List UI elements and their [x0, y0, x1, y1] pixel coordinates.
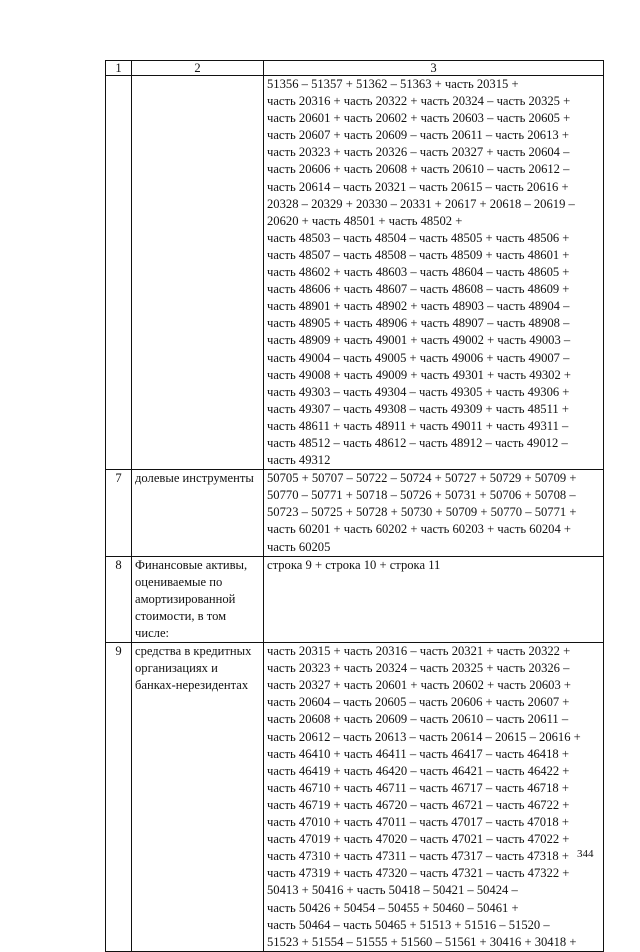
- formula-line: часть 20614 – часть 20321 – часть 20615 – часть 20616 +: [267, 179, 569, 194]
- page-number: 344: [577, 848, 594, 860]
- table-row: [106, 470, 604, 556]
- formula-line: 50705 + 50707 – 50722 – 50724 + 50727 + 50729 + 50709 +: [267, 471, 577, 486]
- header-cell-2: 2: [132, 61, 264, 76]
- formula-line: часть 47319 + часть 47320 – часть 47321 – часть 47322 +: [267, 866, 570, 881]
- indicator-name-line: Финансовые активы,: [135, 557, 248, 572]
- formula-line: часть 48905 + часть 48906 + часть 48907 – часть 48908 –: [267, 316, 570, 331]
- formula-line: часть 49312: [267, 453, 331, 468]
- formula-line: часть 46710 + часть 46711 – часть 46717 – часть 46718 +: [267, 780, 569, 795]
- formula-line: 20620 + часть 48501 + часть 48502 +: [267, 213, 463, 228]
- formula-line: часть 48611 + часть 48911 + часть 49011 + часть 49311 –: [267, 418, 569, 433]
- formula-line: часть 48503 – часть 48504 – часть 48505 + часть 48506 +: [267, 230, 570, 245]
- formula-line: часть 48507 – часть 48508 – часть 48509 + часть 48601 +: [267, 247, 570, 262]
- row-number-cell: 9: [106, 643, 132, 952]
- formula-line: часть 60205: [267, 539, 331, 554]
- formula-line: часть 46719 + часть 46720 – часть 46721 – часть 46722 +: [267, 797, 570, 812]
- row-number-cell: 8: [106, 556, 132, 642]
- table-row: [106, 76, 604, 470]
- formula-line: часть 48901 + часть 48902 + часть 48903 – часть 48904 –: [267, 299, 570, 314]
- header-cell-3: 3: [264, 61, 604, 76]
- indicator-name-line: числе:: [135, 626, 170, 640]
- formula-cell: [264, 556, 604, 642]
- indicator-name-line: средства в кредитных: [135, 644, 252, 659]
- formula-line: часть 49307 – часть 49308 – часть 49309 + часть 48511 +: [267, 401, 569, 416]
- formula-line: часть 50426 + 50454 – 50455 + 50460 – 50461 +: [267, 900, 519, 915]
- formula-line: часть 20612 – часть 20613 – часть 20614 – 20615 – 20616 +: [267, 729, 581, 744]
- formula-line: часть 49008 + часть 49009 + часть 49301 + часть 49302 +: [267, 367, 572, 382]
- formula-line: часть 49303 – часть 49304 – часть 49305 + часть 49306 +: [267, 384, 570, 399]
- formula-line: часть 20315 + часть 20316 – часть 20321 + часть 20322 +: [267, 644, 571, 659]
- formula-line: часть 48512 – часть 48612 – часть 48912 – часть 49012 –: [267, 435, 568, 450]
- formula-line: 50723 – 50725 + 50728 + 50730 + 50709 + 50770 – 50771 +: [267, 505, 577, 520]
- document-table: [105, 60, 604, 952]
- table-header-row: [106, 61, 604, 76]
- row-number-cell: [106, 76, 132, 470]
- indicator-name-cell: [132, 470, 264, 556]
- formula-line: часть 20323 + часть 20326 – часть 20327 + часть 20604 –: [267, 145, 570, 160]
- formula-line: 51523 + 51554 – 51555 + 51560 – 51561 + 30416 + 30418 +: [267, 934, 577, 949]
- formula-line: 51356 – 51357 + 51362 – 51363 + часть 20315 +: [267, 77, 519, 91]
- indicator-name-line: амортизированной: [135, 591, 236, 606]
- row-number-cell: 7: [106, 470, 132, 556]
- indicator-name-line: организациях и: [135, 661, 218, 676]
- indicator-name-line: долевые инструменты: [135, 471, 254, 486]
- formula-line: часть 20316 + часть 20322 + часть 20324 – часть 20325 +: [267, 94, 571, 109]
- indicator-name-line: стоимости, в том: [135, 608, 227, 623]
- formula-line: часть 46410 + часть 46411 – часть 46417 – часть 46418 +: [267, 746, 569, 761]
- formula-line: часть 48602 + часть 48603 – часть 48604 – часть 48605 +: [267, 265, 570, 280]
- formula-line: часть 48606 + часть 48607 – часть 48608 – часть 48609 +: [267, 282, 570, 297]
- formula-line: 20328 – 20329 + 20330 – 20331 + 20617 + 20618 – 20619 –: [267, 196, 575, 211]
- formula-line: часть 46419 + часть 46420 – часть 46421 – часть 46422 +: [267, 763, 570, 778]
- formula-line: 50770 – 50771 + 50718 – 50726 + 50731 + 50706 + 50708 –: [267, 488, 576, 503]
- header-cell-1: 1: [106, 61, 132, 76]
- indicator-name-line: оцениваемые по: [135, 574, 223, 589]
- formula-line: часть 20606 + часть 20608 + часть 20610 – часть 20612 –: [267, 162, 570, 177]
- formula-line: часть 47010 + часть 47011 – часть 47017 – часть 47018 +: [267, 815, 569, 830]
- indicator-name-line: банках-нерезидентах: [135, 678, 249, 693]
- table-row: [106, 556, 604, 642]
- formula-line: 50413 + 50416 + часть 50418 – 50421 – 50424 –: [267, 883, 518, 898]
- indicator-name-cell: [132, 76, 264, 470]
- formula-line: часть 47310 + часть 47311 – часть 47317 – часть 47318 +: [267, 849, 569, 864]
- formula-cell: [264, 76, 604, 470]
- formula-line: часть 50464 – часть 50465 + 51513 + 51516 – 51520 –: [267, 917, 550, 932]
- formula-line: часть 20601 + часть 20602 + часть 20603 – часть 20605 +: [267, 111, 571, 126]
- formula-line: часть 20608 + часть 20609 – часть 20610 – часть 20611 –: [267, 712, 569, 727]
- formula-line: часть 47019 + часть 47020 – часть 47021 – часть 47022 +: [267, 832, 570, 847]
- formula-line: часть 60201 + часть 60202 + часть 60203 + часть 60204 +: [267, 522, 572, 537]
- formula-line: часть 20327 + часть 20601 + часть 20602 + часть 20603 +: [267, 678, 572, 693]
- formula-line: часть 20323 + часть 20324 – часть 20325 + часть 20326 –: [267, 661, 570, 676]
- indicator-name-cell: [132, 556, 264, 642]
- formula-line: часть 20607 + часть 20609 – часть 20611 – часть 20613 +: [267, 128, 569, 143]
- formula-line: часть 20604 – часть 20605 – часть 20606 + часть 20607 +: [267, 695, 570, 710]
- formula-line: строка 9 + строка 10 + строка 11: [267, 557, 441, 572]
- formula-cell: [264, 470, 604, 556]
- formula-line: часть 48909 + часть 49001 + часть 49002 + часть 49003 –: [267, 333, 571, 348]
- formula-line: часть 49004 – часть 49005 + часть 49006 + часть 49007 –: [267, 350, 570, 365]
